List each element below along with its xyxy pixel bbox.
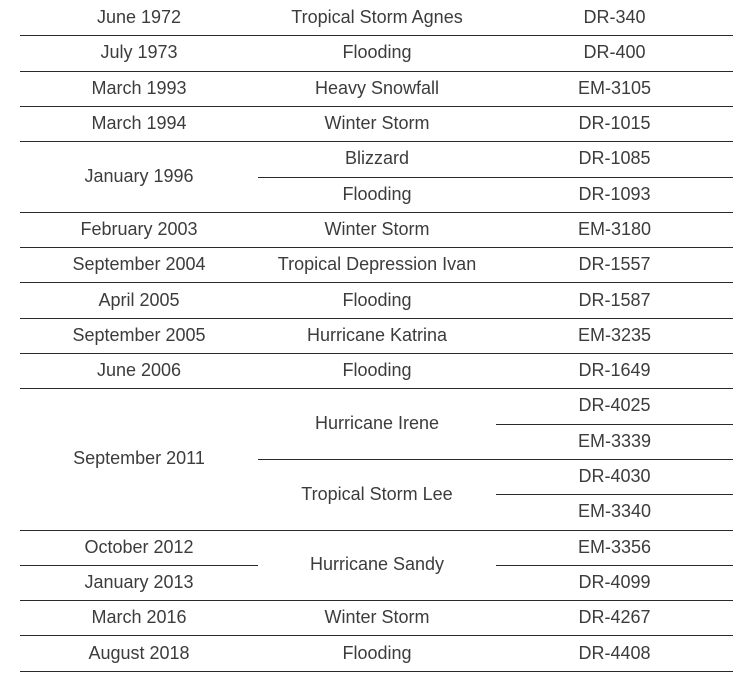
date-cell: June 1972	[96, 7, 182, 28]
event-cell: Flooding	[342, 289, 412, 310]
date-cell: March 1993	[91, 77, 187, 98]
declaration-cell: DR-1015	[578, 113, 651, 134]
declaration-cell: DR-1649	[578, 360, 651, 381]
date-cell: July 1973	[100, 42, 178, 63]
declaration-cell: EM-3356	[577, 536, 652, 557]
event-cell: Hurricane Katrina	[306, 324, 448, 345]
declaration-cell: DR-4408	[578, 642, 651, 663]
event-cell: Flooding	[342, 42, 412, 63]
date-cell: August 2018	[88, 642, 190, 663]
date-cell: January 2013	[84, 571, 194, 592]
event-cell: Flooding	[342, 360, 412, 381]
date-cell: October 2012	[84, 536, 194, 557]
event-cell: Tropical Storm Agnes	[291, 7, 463, 28]
declaration-cell: EM-3180	[577, 218, 652, 239]
event-cell: Winter Storm	[324, 607, 430, 628]
date-cell: September 2005	[72, 324, 206, 345]
event-cell: Winter Storm	[324, 218, 430, 239]
date-cell: March 1994	[91, 113, 187, 134]
date-cell: February 2003	[80, 218, 198, 239]
event-cell: Flooding	[342, 642, 412, 663]
row-divider	[258, 671, 496, 672]
declaration-cell: DR-4030	[578, 466, 651, 487]
declaration-cell: EM-3340	[577, 501, 652, 522]
declaration-cell: EM-3105	[577, 77, 652, 98]
declaration-cell: DR-400	[583, 42, 646, 63]
date-cell: January 1996	[84, 165, 194, 186]
date-cell: June 2006	[96, 360, 182, 381]
declaration-cell: EM-3235	[577, 324, 652, 345]
declaration-cell: DR-340	[583, 7, 646, 28]
date-cell: April 2005	[98, 289, 180, 310]
date-cell: September 2011	[73, 448, 205, 469]
event-cell: Hurricane Irene	[314, 413, 440, 434]
declaration-cell: DR-4025	[578, 395, 651, 416]
event-cell: Hurricane Sandy	[309, 554, 445, 575]
event-cell: Winter Storm	[324, 113, 430, 134]
declaration-cell: DR-1557	[578, 254, 651, 275]
date-cell: September 2004	[72, 254, 206, 275]
declaration-cell: DR-1085	[578, 148, 651, 169]
declaration-cell: DR-1587	[578, 289, 651, 310]
event-cell: Flooding	[342, 183, 412, 204]
event-cell: Tropical Storm Lee	[301, 483, 453, 504]
event-cell: Blizzard	[344, 148, 410, 169]
declaration-cell: EM-3339	[577, 430, 652, 451]
row-divider	[20, 671, 258, 672]
declaration-cell: DR-4267	[578, 607, 651, 628]
declaration-cell: DR-1093	[578, 183, 651, 204]
event-cell: Heavy Snowfall	[314, 77, 440, 98]
declaration-cell: DR-4099	[578, 571, 651, 592]
row-divider	[496, 671, 733, 672]
event-cell: Tropical Depression Ivan	[277, 254, 477, 275]
date-cell: March 2016	[91, 607, 187, 628]
